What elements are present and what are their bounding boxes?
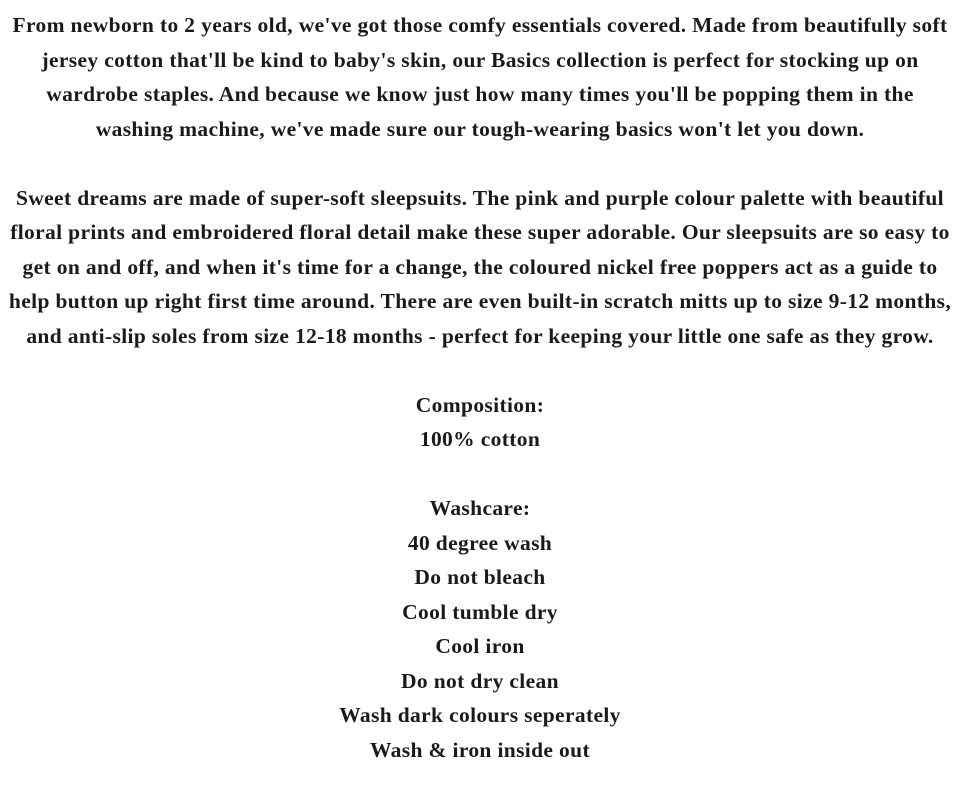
washcare-item: Wash dark colours seperately [339,703,621,727]
washcare-item: Do not dry clean [401,668,559,693]
washcare-item: Wash & iron inside out [370,737,590,762]
washcare-heading: Washcare: [429,496,531,520]
product-description [8,8,952,767]
sleepsuits-paragraph: Sweet dreams are made of super-soft sleepsuits. The pink and purple colour palette with beautiful floral prints and embroidered floral detail make these super adorable. Our sleepsuits are so easy to get on and off, and when it's time for a change, the coloured nickel free poppers act as a guide to help button up right first time around. There are even built-in scratch mitts up to size 9-12 months, and anti-slip soles from size 12-18 months - perfect for keeping your little one safe as they grow. [8,185,952,348]
washcare-item: Do not bleach [414,565,546,589]
washcare-item: Cool tumble dry [402,599,558,624]
spacer [8,353,952,388]
composition-section [8,388,952,457]
washcare-item: 40 degree wash [407,530,553,555]
composition-heading: Composition: [415,392,545,417]
washcare-section [8,491,952,767]
intro-paragraph: From newborn to 2 years old, we've got those comfy essentials covered. Made from beautifully soft jersey cotton that'll be kind to baby's skin, our Basics collection is perfect for stocking up on wardrobe staples. And because we know just how many times you'll be popping them in the washing machine, we've made sure our tough-wearing basics won't let you down. [12,13,948,141]
washcare-item: Cool iron [435,634,525,658]
spacer [8,457,952,492]
composition-value: 100% cotton [419,427,541,451]
spacer [8,146,952,181]
